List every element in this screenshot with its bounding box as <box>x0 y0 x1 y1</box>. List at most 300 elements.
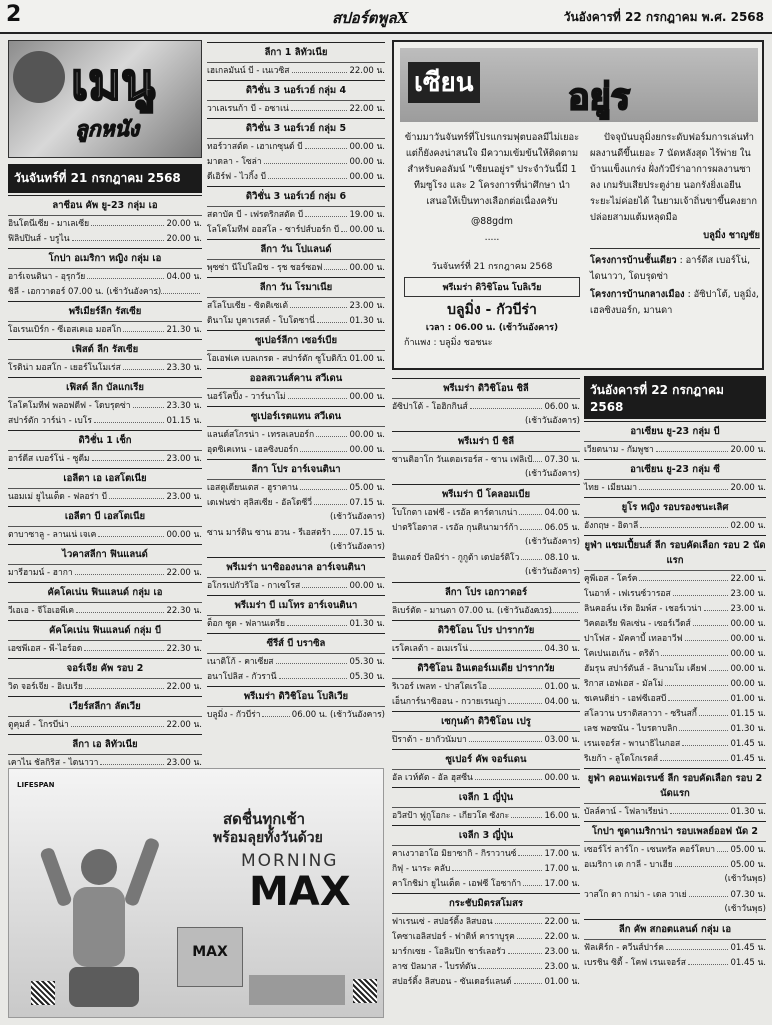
fixture-teams: วิคตอเรีย พิลเซ่น - เซอร์เวีดส์ <box>584 619 691 629</box>
leader-dots <box>288 389 348 399</box>
fixture-time: 17.00 น. <box>544 864 580 874</box>
leader-dots <box>71 717 165 727</box>
fixture-row <box>207 313 385 328</box>
project-1-teams: : อาร์ดีส เบอร์โน่, ไดนาวา, โดบรุดซ่า <box>590 255 751 282</box>
fixture-teams: วาเลเรนก้า บี - อซาเน่ <box>207 104 289 114</box>
fixture-time: 23.30 น. <box>166 401 202 411</box>
leader-dots <box>639 571 728 581</box>
fixture-row <box>584 676 766 691</box>
league-header: ดิวิชั่น 3 นอร์เวย์ กลุ่ม 4 <box>207 80 385 101</box>
fixture-time: 21.30 น. <box>166 325 202 335</box>
fixture-time: 08.10 น. <box>544 553 580 563</box>
fixture-teams: โคเปนเฮเก้น - ดริต้า <box>584 649 660 659</box>
league-header: จอร์เจีย คัพ รอบ 2 <box>8 658 202 679</box>
fixture-teams: เวียดนาม - กัมพูชา <box>584 445 654 455</box>
leader-dots <box>133 398 165 408</box>
fixture-time: 01.30 น. <box>349 316 385 326</box>
fixture-time: 07.15 น. <box>349 498 385 508</box>
leader-dots <box>87 269 164 279</box>
fixture-time: 16.00 น. <box>544 811 580 821</box>
feature-title-1: เซียน <box>408 62 480 103</box>
fixture-time: 04.00 น. <box>166 272 202 282</box>
fixture-list <box>207 42 385 722</box>
leader-dots <box>517 929 543 939</box>
league-header: ลีกา วัน โรมาเนีย <box>207 277 385 298</box>
fixture-row <box>207 495 385 510</box>
person-illustration <box>39 817 159 1017</box>
fixture-time: 06.00 น. (เช้าวันอังคาร) <box>291 710 385 720</box>
fixture-time: 23.00 น. <box>166 492 202 502</box>
issue-date: วันอังคารที่ 22 กรกฎาคม พ.ศ. 2568 <box>563 10 764 24</box>
fixture-row <box>207 669 385 684</box>
fixture-teams: อุตซิเคเทน - เฮลซิงบอร์ก <box>207 445 299 455</box>
analysis-text: ปัจจุบันบลูมิ่งยกระดับฟอร์มการเล่นทำผลงานดีขึ้นเยอะ 7 นัดหลังสุด ไร้พ่าย ในบ้านแข็งแกร่ง ฝั่งกัวบีร่าอาการผลงานซาลง เกมรับเสียประตูง่าย นอกรังยิ่งเอยีนระยะไม่ค่อยได้ ในยามเจ้าถิ่นขาขึ้นคงยากปล่อยสามแต้มหลุดมือ <box>590 132 758 223</box>
fixture-row <box>584 736 766 751</box>
fixture-time: 00.00 น. <box>730 664 766 674</box>
fixture-time: 04.00 น. <box>544 697 580 707</box>
leader-dots <box>514 974 543 984</box>
fixture-row <box>584 706 766 721</box>
fixture-time: 23.00 น. <box>166 758 202 768</box>
leader-dots <box>262 707 289 717</box>
fixture-row <box>8 284 202 299</box>
fixture-time: 20.00 น. <box>166 234 202 244</box>
fixture-teams: ดีเอิร์ฟ - ไวกิ้ง บี <box>207 172 267 182</box>
league-header: คัคโคเน่น ฟินแลนด์ กลุ่ม บี <box>8 620 202 641</box>
fixture-row <box>584 842 766 857</box>
fixture-teams: นอร์โคปิ้ง - วาร์นาโม่ <box>207 392 286 402</box>
fixture-time: 22.00 น. <box>166 720 202 730</box>
fixture-row <box>8 413 202 428</box>
leader-dots <box>291 101 348 111</box>
fixture-row <box>207 442 385 457</box>
fixture-row <box>392 520 580 535</box>
leader-dots <box>475 770 543 780</box>
leader-dots <box>670 804 728 814</box>
leader-dots <box>679 721 728 731</box>
fixture-time: 00.00 น. <box>349 225 385 235</box>
fixture-time: 20.00 น. <box>730 445 766 455</box>
project-2 <box>590 287 760 319</box>
fixture-time: 23.00 น. <box>166 454 202 464</box>
fixture-row <box>392 505 580 520</box>
leader-dots <box>508 944 543 954</box>
fixture-row <box>207 139 385 154</box>
fixture-time: 00.00 น. <box>730 634 766 644</box>
fixture-row <box>392 861 580 876</box>
fixture-teams: ปิราต้า - ยากัวนัมบา <box>392 735 467 745</box>
fixture-time: 23.00 น. <box>730 604 766 614</box>
leader-dots <box>92 451 165 461</box>
fixture-time: 00.00 น. <box>730 679 766 689</box>
leader-dots <box>689 887 729 897</box>
fixture-teams: ฟิลิปปินส์ - บรูไน <box>8 234 70 244</box>
fixture-row <box>584 940 766 955</box>
league-header: ลาชีอน คัพ ยู-23 กลุ่ม เอ <box>8 195 202 216</box>
fixture-row <box>584 955 766 970</box>
fixture-teams: อเมริกา เด กาลี - บาเฮีย <box>584 860 673 870</box>
fixture-time: 00.00 น. <box>349 263 385 273</box>
leader-dots <box>511 808 542 818</box>
leader-dots <box>341 351 348 361</box>
fixture-time: 01.15 น. <box>166 416 202 426</box>
fixture-row <box>207 207 385 222</box>
fixture-row <box>207 480 385 495</box>
match-date: วันจันทร์ที่ 21 กรกฎาคม 2568 <box>431 262 553 272</box>
fixture-teams: ปาตริโอตาส - เรอัล กุนดินามาร์ก้า <box>392 523 519 533</box>
leader-dots <box>279 669 348 679</box>
fixture-time: 00.00 น. <box>349 392 385 402</box>
fixture-row <box>8 679 202 694</box>
league-header: เซกุนด้า ดิวิชิโอน เปรู <box>392 711 580 732</box>
leader-dots <box>302 578 347 588</box>
fixture-time: 22.00 น. <box>166 682 202 692</box>
fixture-teams: อวิสป้า ฟูกูโอกะ - เกียวโต ซังกะ <box>392 811 510 821</box>
fixture-teams: ริเวอร์ เพลท - ปาสโตเรโอ <box>392 682 487 692</box>
leader-dots <box>292 63 348 73</box>
league-header: คัคโคเน่น ฟินแลนด์ กลุ่ม เอ <box>8 582 202 603</box>
fixture-teams: ต็อก ซูด - ฟลานเดรีย <box>207 619 286 629</box>
fixture-time: 00.00 น. <box>166 530 202 540</box>
fixture-teams: ตูคุมส์ - โกรบีน่า <box>8 720 69 730</box>
fixture-teams: เลช พอซนัน - ไบรดาบลิก <box>584 724 678 734</box>
leader-dots <box>470 399 543 409</box>
fixture-teams: ลิเบร์ตัด - มานตา 07.00 น. (เช้าวันอังคาร) <box>392 606 552 616</box>
fixture-note: (เช้าวันพุธ) <box>724 874 766 884</box>
leader-dots <box>469 732 543 742</box>
column-3 <box>392 376 580 1020</box>
divider <box>590 248 760 249</box>
league-header: ยูโร หญิง รอบรองชนะเลิศ <box>584 497 766 518</box>
league-header: เอลีตา เอ เอสโตเนีย <box>8 468 202 489</box>
fixture-row <box>392 770 580 785</box>
fixture-time: 06.05 น. <box>544 523 580 533</box>
fixture-teams: อาร์ดีส เบอร์โน่ - ซูดีม <box>8 454 90 464</box>
fixture-row <box>392 974 580 989</box>
fixture-teams: ฮัมรุน สปาร์ตันส์ - ลินามโม เคียฟ <box>584 664 707 674</box>
fixture-row <box>392 944 580 959</box>
match-league: พรีเมร่า ดิวิชิโอน โบลิเวีย <box>404 277 580 297</box>
fixture-time: 20.00 น. <box>730 483 766 493</box>
leader-dots <box>324 260 347 270</box>
leader-dots <box>688 955 729 965</box>
fixture-row <box>392 808 580 823</box>
fixture-time: 06.00 น. <box>544 402 580 412</box>
fixture-teams: คาโกชิม่า ยูไนเต็ด - เอฟซี โอซาก้า <box>392 879 522 889</box>
fixture-row <box>584 586 766 601</box>
fixture-time: 01.00 น. <box>349 354 385 364</box>
league-header: ดิวิชั่น 3 นอร์เวย์ กลุ่ม 5 <box>207 118 385 139</box>
leader-dots <box>341 222 348 232</box>
fixture-teams: อินโดนีเซีย - มาเลเซีย <box>8 219 90 229</box>
leader-dots <box>300 442 347 452</box>
project-2-teams: : อัซิปาโต้, บลูมิ่ง, เฮลซิงบอร์ก, มานดา <box>590 289 759 316</box>
ad-product-line-1: MORNING <box>241 851 339 871</box>
fixture-teams: โลโคโมทีฟ ออสโล - ซาร์ปส์บอร์ก บี <box>207 225 340 235</box>
fixture-teams: อโกรเปกัวริโอ - กาเซโรส <box>207 581 301 591</box>
leader-dots <box>287 616 347 626</box>
league-header: ลีกา 1 ลิทัวเนีย <box>207 42 385 63</box>
product-box-label: MAX <box>192 944 228 960</box>
fixture-note: (เช้าวันอังคาร) <box>525 567 580 577</box>
league-header: เอลีตา บี เอสโตเนีย <box>8 506 202 527</box>
leader-dots <box>76 603 164 613</box>
page-number: 2 <box>6 2 22 27</box>
leader-dots <box>123 322 164 332</box>
fixture-time: 01.45 น. <box>730 943 766 953</box>
fixture-teams: มาร์กเซย - โอลิมปิก ชาร์เลอรัว <box>392 947 506 957</box>
fixture-time: 00.00 น. <box>544 773 580 783</box>
day-header: วันอังคารที่ 22 กรกฎาคม 2568 <box>584 376 766 419</box>
fixture-teams: สโลวาน บราติสลาวา - ซรินสกี้ <box>584 709 697 719</box>
fixture-time: 04.00 น. <box>544 508 580 518</box>
feature-title-2: อยู่ร <box>568 77 631 118</box>
fixture-time: 05.00 น. <box>349 483 385 493</box>
leader-dots <box>85 679 165 689</box>
fixture-time: 00.00 น. <box>349 445 385 455</box>
fixture-time: 01.15 น. <box>730 709 766 719</box>
qr-code-icon <box>353 979 377 1003</box>
fixture-row <box>207 389 385 404</box>
leader-dots <box>682 736 728 746</box>
leader-dots <box>709 661 729 671</box>
leader-dots <box>290 298 347 308</box>
league-header: ซีรีส์ บี บราซิล <box>207 633 385 654</box>
fixture-teams: ฟัลเคิร์ก - ควีนส์ปาร์ค <box>584 943 664 953</box>
leader-dots <box>305 207 347 217</box>
fixture-time: 00.00 น. <box>349 172 385 182</box>
fixture-teams: โคซาเอลิสปอร์ - ฟาติห์ คาราบูรุค <box>392 932 515 942</box>
leader-dots <box>489 679 542 689</box>
fixture-teams: เคาไน ชัลกิริส - ไดนาวา <box>8 758 99 768</box>
fixture-row <box>207 578 385 593</box>
feature-title-art <box>400 48 758 122</box>
fixture-row <box>207 260 385 275</box>
leader-dots <box>665 676 728 686</box>
league-header: พรีเมร่า บี ชิลี <box>392 431 580 452</box>
fixture-time: 05.30 น. <box>349 657 385 667</box>
fixture-time: 01.00 น. <box>544 977 580 987</box>
fixture-time: 22.30 น. <box>166 606 202 616</box>
fixture-row <box>392 914 580 929</box>
fixture-teams: อังกฤษ - อิตาลี <box>584 521 639 531</box>
fixture-teams: ดินาโม บูคาเรสต์ - โบโตซานี่ <box>207 316 315 326</box>
fixture-note: (เช้าวันอังคาร) <box>330 542 385 552</box>
project-1-label: โครงการบ้านชั้นเดียว <box>590 255 677 266</box>
leader-dots <box>704 601 729 611</box>
qr-code-icon <box>31 981 55 1005</box>
fixture-row <box>8 717 202 732</box>
fixture-teams: เฮเกลมันน์ บี - เนเวซิส <box>207 66 290 76</box>
leader-dots <box>276 654 348 664</box>
match-teams: บลูมิ่ง - กัวบีร่า <box>447 302 537 318</box>
fixture-time: 01.30 น. <box>730 724 766 734</box>
fixture-time: 02.00 น. <box>730 521 766 531</box>
leader-dots <box>305 139 348 149</box>
expert-feature-box <box>392 40 764 370</box>
fixture-time: 04.30 น. <box>544 644 580 654</box>
project-1 <box>590 253 760 285</box>
leader-dots <box>154 284 200 294</box>
fixture-time: 00.00 น. <box>349 142 385 152</box>
league-header: ซูเปอร์ลีกา เซอร์เบีย <box>207 330 385 351</box>
fixture-time: 00.00 น. <box>730 619 766 629</box>
league-header: ดิวิชั่น 3 นอร์เวย์ กลุ่ม 6 <box>207 186 385 207</box>
league-header: โกปา ซูดาเมริกาน่า รอบเพลย์ออฟ นัด 2 <box>584 821 766 842</box>
fixture-teams: ซาน มาร์ติน ซาน ฮวน - รีเอสตร้า <box>207 528 331 538</box>
column-4 <box>584 376 766 1020</box>
leader-dots <box>685 631 729 641</box>
fixture-row <box>584 887 766 902</box>
fixture-row <box>392 550 580 565</box>
league-header: อาเซียน ยู-23 กลุ่ม บี <box>584 421 766 442</box>
fixture-teams: เรนเจอร์ส - พานาธิไนกอส <box>584 739 681 749</box>
match-kickoff: เวลา : 06.00 น. (เช้าวันอังคาร) <box>425 323 559 333</box>
fixture-row <box>207 101 385 116</box>
fixture-teams: ริกาส เอฟเอส - มัลโม่ <box>584 679 664 689</box>
fixture-time: 07.30 น. <box>730 890 766 900</box>
leader-dots <box>717 842 728 852</box>
fixture-row <box>584 518 766 533</box>
leader-dots <box>518 846 542 856</box>
fixture-time: 19.00 น. <box>349 210 385 220</box>
fixture-time: 00.00 น. <box>730 649 766 659</box>
leader-dots <box>675 857 729 867</box>
intro-text: ข้ามมาวันจันทร์ที่โปรแกรมฟุตบอลมีไม่เยอะ แต่ก็ยังคงน่าสนใจ มีความเข้มข้นให้ติดตาม สำหรับคอลัมน์ "เซียนอยู่ร" ประจำวันนี้มี 1 ทีมซูโรง และ 2 โครงการที่น่าศึกษา นำเสนอให้เป็นทางเลือกต่อเนื่องครับ <box>404 132 580 207</box>
leader-dots <box>673 586 729 596</box>
fixture-row <box>8 216 202 231</box>
page-header <box>0 0 772 34</box>
fixture-teams: โรติน่า มอสโก - เยอร์โนโมเร่ส <box>8 363 121 373</box>
fixture-teams: ฟาเรนเซ่ - สปอร์ติ้ง ลิสบอน <box>392 917 493 927</box>
product-box <box>177 927 243 987</box>
league-header: ลีกา วัน โปแลนด์ <box>207 239 385 260</box>
leader-dots <box>264 154 348 164</box>
fixture-row <box>392 929 580 944</box>
fixture-list <box>584 421 766 970</box>
fixture-teams: เซอร์โร่ ลาร์โก - เซนทรัล คอร์โดบา <box>584 845 716 855</box>
fixture-teams: โลโคโมทีฟ พลอฟดีฟ - โดบรุดซ่า <box>8 401 131 411</box>
fixture-row <box>584 616 766 631</box>
fixture-teams: ซานติอาโก วันเดอเรอร์ส - ซาน เฟลิเป้ <box>392 455 533 465</box>
fixture-row <box>8 269 202 284</box>
league-header: ดิวิชิโอน อินเตอร์เมเดีย ปารากวัย <box>392 658 580 679</box>
fixture-teams: คาเงวาอาโอ มิยาซากิ - กิราวานซ์ <box>392 849 517 859</box>
fixture-teams: วาสโก ดา กาม่า - เดล วาเย่ <box>584 890 687 900</box>
fixture-row <box>392 399 580 414</box>
leader-dots <box>640 518 728 528</box>
fixture-row <box>584 721 766 736</box>
league-header: ลีกา โปร อาร์เจนตินา <box>207 459 385 480</box>
fixture-time: 05.30 น. <box>349 672 385 682</box>
day-header: วันจันทร์ที่ 21 กรกฎาคม 2568 <box>8 164 202 193</box>
fixture-row <box>584 442 766 457</box>
analysis-author: บลูมิ่ง ชาญชัย <box>703 230 760 241</box>
fixture-time: 23.00 น. <box>544 947 580 957</box>
fixture-row <box>584 631 766 646</box>
leader-dots <box>123 360 165 370</box>
banner-title: เมนู <box>71 53 156 111</box>
leader-dots <box>94 413 165 423</box>
leader-dots <box>100 755 164 765</box>
leader-dots <box>333 525 347 535</box>
match-tip: ก้าแพง : บลูมิ่ง ชอชนะ <box>404 338 493 348</box>
fixture-row <box>392 641 580 656</box>
certification-strip <box>249 975 345 1005</box>
fixture-teams: ลินคอล์น เร้ด อิมพ์ส - เชอร์เวน่า <box>584 604 702 614</box>
fixture-row <box>584 691 766 706</box>
ad-product-line-2: MAX <box>249 869 351 915</box>
leader-dots <box>84 641 164 651</box>
leader-dots <box>508 694 542 704</box>
banner-subtitle: ลูกหนัง <box>75 116 140 141</box>
fixture-row <box>8 231 202 246</box>
fixture-teams: วิต จอร์เจีย - อิเบเรีย <box>8 682 83 692</box>
leader-dots <box>316 427 347 437</box>
fixture-row <box>207 654 385 669</box>
league-header: ลีกา เอ ลิทัวเนีย <box>8 734 202 755</box>
fixture-row <box>392 603 580 618</box>
fixture-time: 03.00 น. <box>544 735 580 745</box>
newspaper-logo: สปอร์ตพูลX <box>332 9 409 27</box>
leader-dots <box>317 313 348 323</box>
league-header: เจลีก 3 ญี่ปุ่น <box>392 825 580 846</box>
leader-dots <box>300 480 348 490</box>
leader-dots <box>91 216 164 226</box>
fixture-teams: โนอาห์ - เฟเรนซ์วารอส <box>584 589 671 599</box>
leader-dots <box>478 959 542 969</box>
league-header: เฟิสต์ ลีก รัสเซีย <box>8 339 202 360</box>
leader-dots <box>470 641 542 651</box>
fixture-time: 01.00 น. <box>730 694 766 704</box>
fixture-teams: ทอร์วาสต์ด - เฮาเกซุนด์ บี <box>207 142 303 152</box>
fixture-row <box>584 857 766 872</box>
fixture-teams: เดเฟนซ่า สุลิสเซีย - อัลโดซีวี่ <box>207 498 313 508</box>
fixture-time: 20.00 น. <box>166 219 202 229</box>
fixture-teams: บัลล์คาน์ - โฟลาเรียน่า <box>584 807 669 817</box>
fixture-teams: กิฟุ - นาระ คลับ <box>392 864 451 874</box>
fixture-teams: อัล เวห์ดัต - อัล ฮุสซีน <box>392 773 473 783</box>
leader-dots <box>693 616 729 626</box>
league-header: ซูเปอร์ คัพ จอร์แดน <box>392 749 580 770</box>
fixture-teams: แลนด์สโกรน่า - เทรลเลบอร์ก <box>207 430 315 440</box>
leader-dots <box>268 169 347 179</box>
fixture-time: 00.00 น. <box>349 157 385 167</box>
ad-tagline-2: พร้อมลุยทั้งวันด้วย <box>213 830 323 846</box>
fixture-time: 17.00 น. <box>544 879 580 889</box>
fixture-time: 01.45 น. <box>730 754 766 764</box>
fixture-time: 23.00 น. <box>544 962 580 972</box>
fixture-row <box>584 601 766 616</box>
fixture-teams: เรโคเลต้า - อเมเรโน่ <box>392 644 469 654</box>
fixture-row <box>584 646 766 661</box>
fixture-note: (เช้าวันอังคาร) <box>525 469 580 479</box>
fixture-time: 05.00 น. <box>730 845 766 855</box>
leader-dots <box>668 691 728 701</box>
fixture-teams: สโลโบเซีย - ซิตติเซเต้ <box>207 301 288 311</box>
fixture-time: 17.00 น. <box>544 849 580 859</box>
fixture-teams: สปาร์ตัก วาร์น่า - เบโร <box>8 416 92 426</box>
fixture-row <box>8 398 202 413</box>
fixture-teams: ปาโฟส - มัคคาบี้ เทลอาวีฟ <box>584 634 683 644</box>
fixture-teams: พุซซ่า นีโปโลมิช - รุช ชอร์ซอฟ <box>207 263 323 273</box>
leader-dots <box>314 495 347 505</box>
fixture-teams: เนาติโก้ - คาเซียส <box>207 657 274 667</box>
feature-intro <box>404 130 580 246</box>
fixture-row <box>392 846 580 861</box>
fixture-row <box>392 732 580 747</box>
fixture-teams: ชเคนดิย่า - เอฟซีเอสบี <box>584 694 667 704</box>
